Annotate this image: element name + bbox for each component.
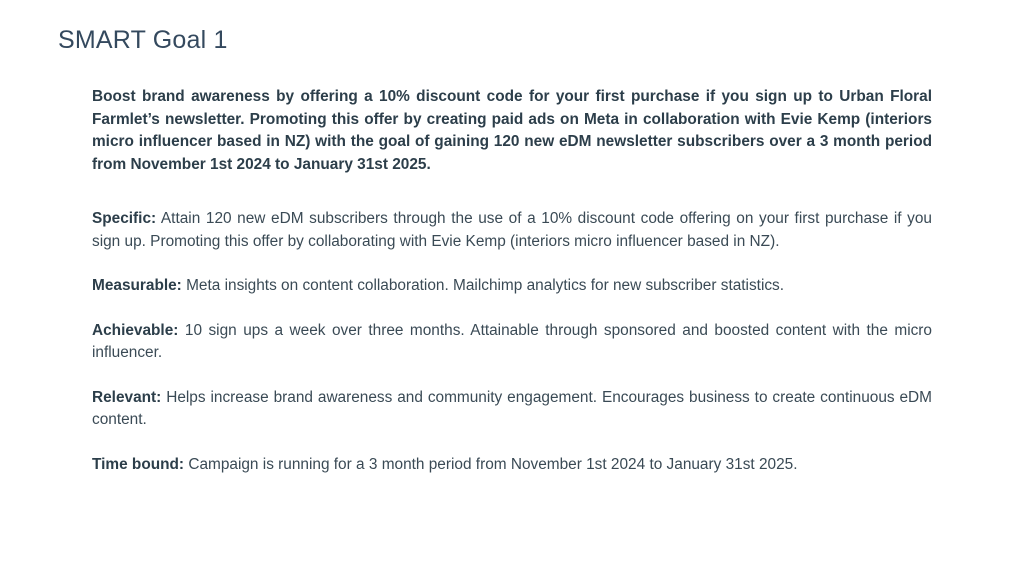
criterion-label: Measurable: xyxy=(92,277,182,294)
criterion-achievable xyxy=(92,320,932,365)
slide-title: SMART Goal 1 xyxy=(58,26,228,54)
criterion-label: Achievable: xyxy=(92,321,179,339)
criterion-text: Helps increase brand awareness and community engagement. Encourages business to create continuous eDM content. xyxy=(92,388,932,428)
criterion-specific xyxy=(92,208,932,253)
criterion-measurable xyxy=(92,275,932,298)
criterion-text: Attain 120 new eDM subscribers through the use of a 10% discount code offering on your first purchase if you sign up. Promoting this offer by collaborating with Evie Kemp (interiors micro influencer based in NZ). xyxy=(92,210,932,250)
criterion-text: 10 sign ups a week over three months. Attainable through sponsored and boosted content with the micro influencer. xyxy=(92,321,932,361)
criterion-text: Campaign is running for a 3 month period from November 1st 2024 to January 31st 2025. xyxy=(188,455,798,473)
criterion-time-bound xyxy=(92,454,932,477)
criterion-label: Relevant: xyxy=(92,388,162,406)
criterion-relevant xyxy=(92,387,932,432)
criterion-label: Specific: xyxy=(92,210,157,227)
slide-content xyxy=(92,86,932,498)
criterion-label: Time bound: xyxy=(92,455,185,473)
goal-summary: Boost brand awareness by offering a 10% discount code for your first purchase if you sign up to Urban Floral Farmlet’s newsletter. Promoting this offer by creating paid ads on Meta in collaboration with Evie Kemp (interiors micro influencer based in NZ) with the goal of gaining 120 new eDM newsletter subscribers over a 3 month period from November 1st 2024 to January 31st 2025. xyxy=(92,88,932,173)
criterion-text: Meta insights on content collaboration. Mailchimp analytics for new subscriber statistics. xyxy=(186,277,785,294)
